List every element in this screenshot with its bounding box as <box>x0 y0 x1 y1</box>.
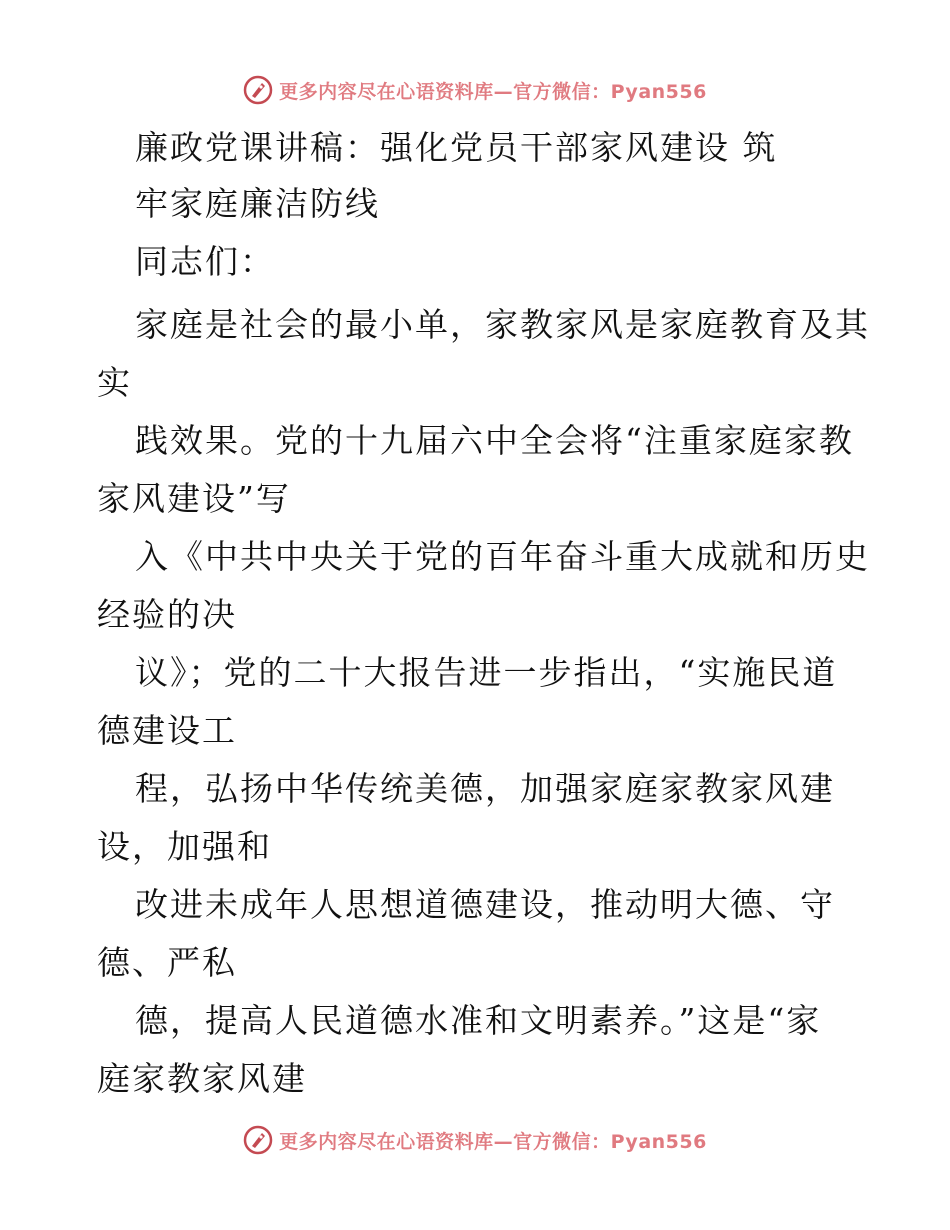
salutation: 同志们： <box>135 242 275 281</box>
title-line-1: 廉政党课讲稿：强化党员干部家风建设 筑 <box>135 128 778 167</box>
header-banner <box>0 70 950 110</box>
text-line: 家风建设”写 <box>97 479 291 518</box>
text-line: 经验的决 <box>97 595 237 634</box>
text-line: 实 <box>97 363 132 402</box>
title-line-2: 牢家庭廉洁防线 <box>135 184 380 223</box>
text-line: 践效果。党的十九届六中全会将“注重家庭家教 <box>135 421 854 460</box>
footer-banner <box>0 1120 950 1160</box>
text-line: 议》；党的二十大报告进一步指出，“实施民道 <box>135 653 838 692</box>
text-line: 程，弘扬中华传统美德，加强家庭家教家风建 <box>135 769 835 808</box>
text-line: 德建设工 <box>97 711 237 750</box>
footer-banner-text: 更多内容尽在心语资料库—官方微信：Pyan556 <box>279 1130 707 1153</box>
text-line: 设，加强和 <box>97 827 272 866</box>
text-line: 入《中共中央关于党的百年奋斗重大成就和历史 <box>135 537 870 576</box>
text-line: 改进未成年人思想道德建设，推动明大德、守 <box>135 885 835 924</box>
text-line: 家庭是社会的最小单，家教家风是家庭教育及其 <box>135 305 870 344</box>
text-line: 德、严私 <box>97 943 237 982</box>
text-line: 庭家教家风建 <box>97 1059 307 1098</box>
text-line: 德，提高人民道德水准和文明素养。”这是“家 <box>135 1001 822 1040</box>
pen-nib-icon <box>243 1125 273 1155</box>
pen-nib-icon <box>243 75 273 105</box>
header-banner-text: 更多内容尽在心语资料库—官方微信：Pyan556 <box>279 80 707 103</box>
